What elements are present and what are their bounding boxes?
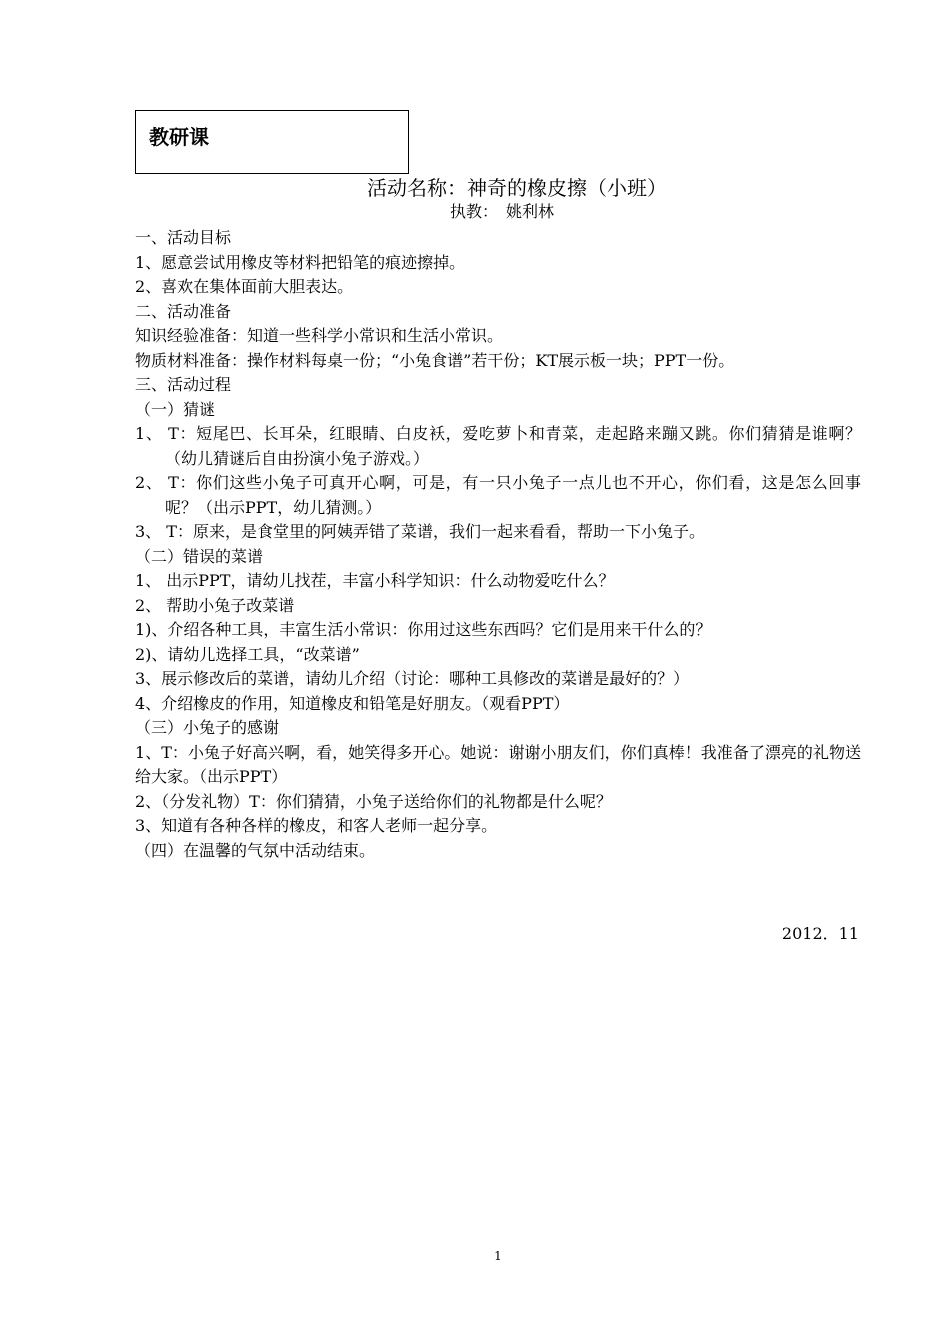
paragraph-line: 4、介绍橡皮的作用，知道橡皮和铅笔是好朋友。（观看PPT） (135, 693, 570, 713)
document-date: 2012．11 (781, 924, 859, 943)
paragraph-line: 物质材料准备：操作材料每桌一份；“小兔食谱”若干份；KT展示板一块；PPT一份。 (135, 350, 735, 370)
subsection-heading: （二）错误的菜谱 (135, 546, 264, 566)
paragraph-line: 1、T：小兔子好高兴啊，看，她笑得多开心。她说：谢谢小朋友们，你们真棒！我准备了漂亮的礼物送给大家。（出示PPT） (135, 742, 861, 786)
paragraph-line: 3、知道有各种各样的橡皮，和客人老师一起分享。 (135, 816, 498, 835)
subsection-heading: （一）猜谜 (135, 399, 216, 419)
paragraph-line: 1、 T：短尾巴、长耳朵，红眼睛、白皮袄，爱吃萝卜和青菜，走起路来蹦又跳。你们猜猜是谁啊？（幼儿猜谜后自由扮演小兔子游戏。） (135, 424, 861, 468)
subsection-heading: （四）在温馨的气氛中活动结束。 (135, 840, 376, 860)
paragraph-line: 2、（分发礼物）T：你们猜猜，小兔子送给你们的礼物都是什么呢？ (135, 791, 612, 811)
paragraph-line: 2、 帮助小兔子改菜谱 (135, 595, 295, 615)
paragraph-line: 1、 出示PPT，请幼儿找茬，丰富小科学知识：什么动物爱吃什么？ (135, 571, 615, 590)
document-body (135, 226, 861, 863)
paragraph-line: 1)、介绍各种工具，丰富生活小常识：你用过这些东西吗？它们是用来干什么的？ (135, 620, 712, 639)
paragraph-line: 2)、请幼儿选择工具，“改菜谱” (135, 644, 360, 664)
subsection-heading: （三）小兔子的感谢 (135, 718, 280, 737)
paragraph-line: 2、 T：你们这些小兔子可真开心啊，可是，有一只小兔子一点儿也不开心，你们看，这是怎么回事呢？（出示PPT，幼儿猜测。） (135, 473, 861, 517)
paragraph-line: 3、 T：原来，是食堂里的阿姨弄错了菜谱，我们一起来看看，帮助一下小兔子。 (135, 522, 705, 541)
section-heading: 一、活动目标 (135, 228, 232, 247)
paragraph-line: 知识经验准备：知道一些科学小常识和生活小常识。 (135, 326, 504, 345)
section-heading: 二、活动准备 (135, 301, 232, 321)
page-number: 1 (494, 1249, 502, 1263)
header-box-label: 教研课 (149, 125, 209, 149)
section-heading: 三、活动过程 (135, 375, 232, 394)
teacher-line: 执教： 姚利林 (449, 202, 554, 221)
paragraph-line: 1、愿意尝试用橡皮等材料把铅笔的痕迹擦掉。 (135, 252, 466, 272)
paragraph-line: 2、喜欢在集体面前大胆表达。 (135, 277, 354, 296)
activity-title: 活动名称：神奇的橡皮擦（小班） (367, 176, 667, 200)
header-box (135, 110, 409, 174)
paragraph-line: 3、展示修改后的菜谱，请幼儿介绍（讨论：哪种工具修改的菜谱是最好的？） (135, 669, 690, 688)
